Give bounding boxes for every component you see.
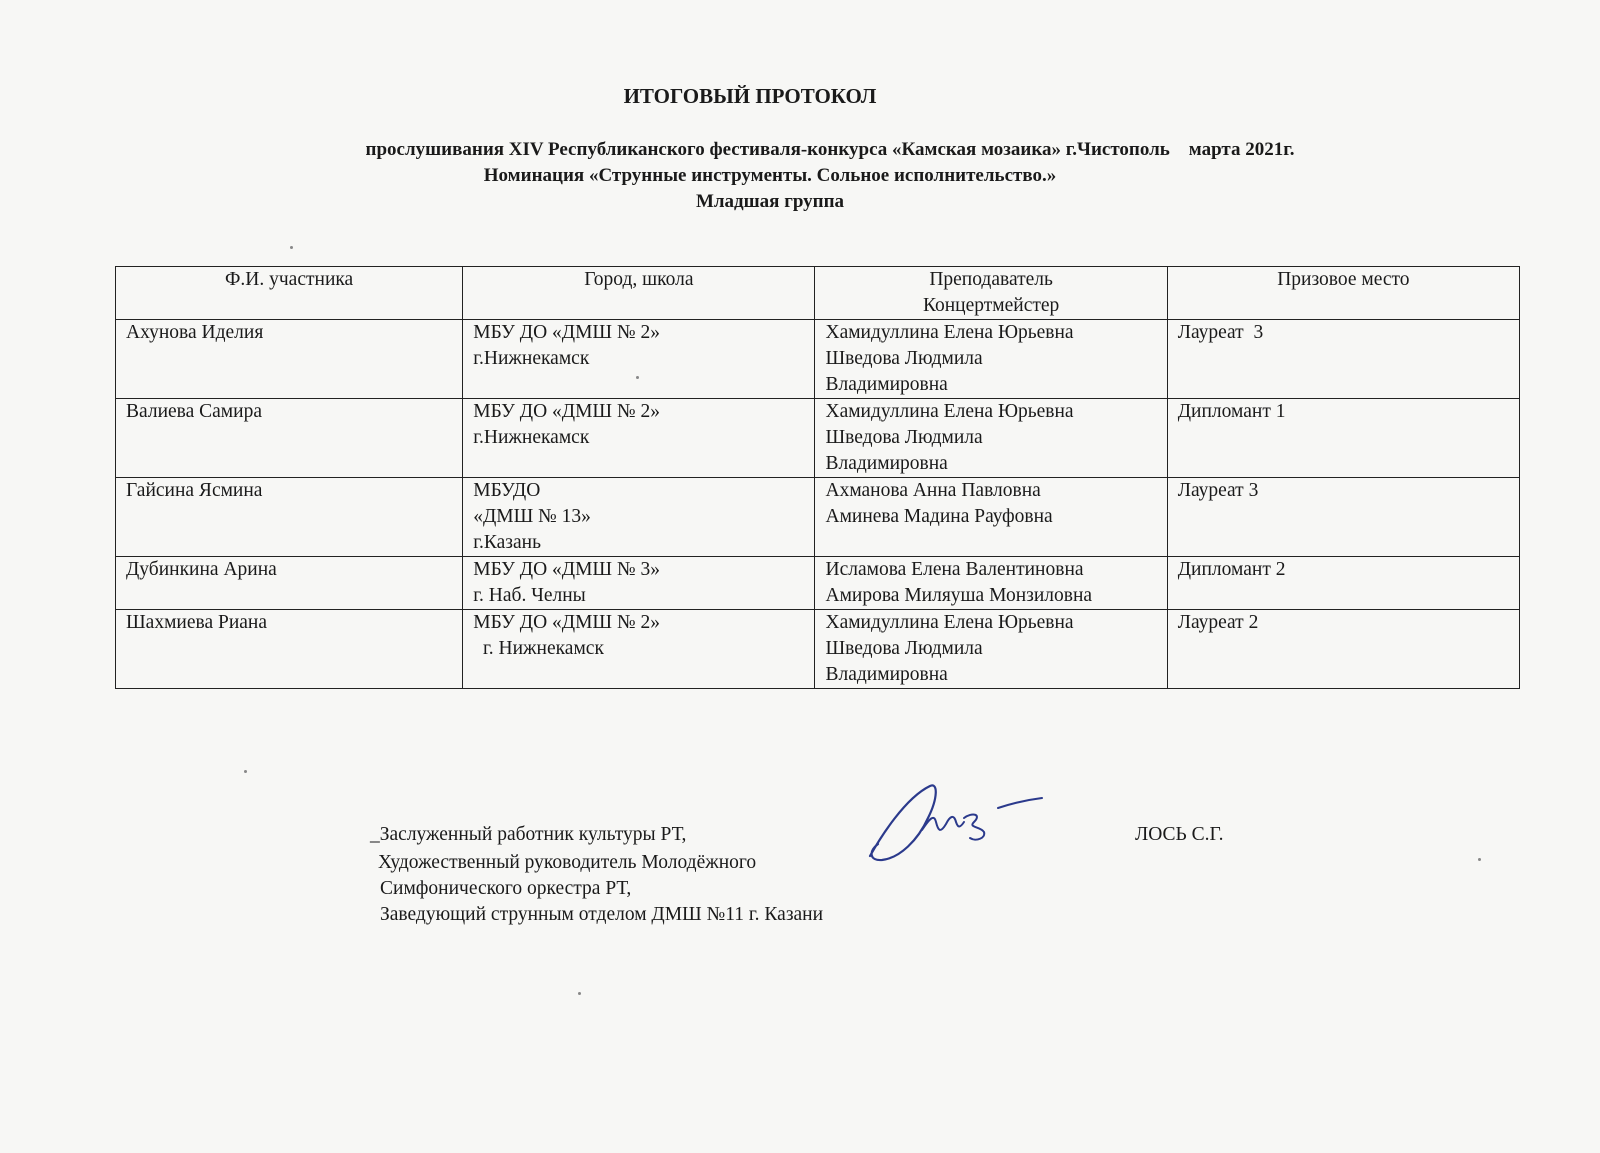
participant-place: Дипломант 2 [1167, 557, 1519, 610]
signer-name: ЛОСЬ С.Г. [1135, 824, 1224, 845]
signer-title-line2: Художественный руководитель Молодёжного [378, 852, 757, 873]
signer-title-line1: _Заслуженный работник культуры РТ, [370, 824, 687, 845]
participant-place: Лауреат 3 [1167, 320, 1519, 399]
teacher-line: Хамидуллина Елена Юрьевна [825, 401, 1074, 422]
participant-teachers [815, 478, 1167, 557]
document-subtitle-competition: прослушивания XIV Республиканского фестиваля-конкурса «Камская мозаика» г.Чистополь марта 2021г. [365, 139, 1295, 160]
participant-school [463, 557, 815, 610]
teacher-line: Хамидуллина Елена Юрьевна [825, 322, 1074, 343]
teacher-line: Исламова Елена Валентиновна [825, 559, 1084, 580]
school-line: г.Казань [473, 532, 541, 553]
teacher-line: Ахманова Анна Павловна [825, 480, 1041, 501]
participant-school [463, 478, 815, 557]
header-city-school: Город, школа [463, 267, 815, 320]
header-name: Ф.И. участника [116, 267, 463, 320]
teacher-line: Шведова Людмила [825, 638, 983, 659]
school-line: «ДМШ № 13» [473, 506, 591, 527]
participant-teachers [815, 320, 1167, 399]
school-line: МБУДО [473, 480, 541, 501]
participant-place: Дипломант 1 [1167, 399, 1519, 478]
participant-name: Шахмиева Риана [116, 610, 463, 689]
participant-name: Гайсина Ясмина [116, 478, 463, 557]
participant-name: Ахунова Иделия [116, 320, 463, 399]
school-line: МБУ ДО «ДМШ № 3» [473, 559, 660, 580]
teacher-line: Шведова Людмила [825, 427, 983, 448]
participant-place: Лауреат 2 [1167, 610, 1519, 689]
participant-teachers [815, 610, 1167, 689]
school-line: г. Нижнекамск [473, 638, 604, 659]
participant-school [463, 399, 815, 478]
participant-name: Валиева Самира [116, 399, 463, 478]
document-subtitle-group: Младшая группа [695, 191, 845, 212]
handwritten-signature [860, 778, 1060, 868]
teacher-line: Владимировна [825, 453, 948, 474]
signer-title-line3: Симфонического оркестра РТ, [380, 878, 632, 899]
document-subtitle-nomination: Номинация «Струнные инструменты. Сольное исполнительство.» [483, 165, 1057, 186]
header-place: Призовое место [1167, 267, 1519, 320]
paper-speck [636, 376, 639, 379]
table-row [116, 320, 1520, 399]
school-line: МБУ ДО «ДМШ № 2» [473, 612, 660, 633]
participant-teachers [815, 557, 1167, 610]
signer-title-line4: Заведующий струнным отделом ДМШ №11 г. Казани [380, 904, 824, 925]
table-row [116, 557, 1520, 610]
teacher-line: Владимировна [825, 664, 948, 685]
participant-school [463, 320, 815, 399]
table-header-row [116, 267, 1520, 320]
teacher-line: Хамидуллина Елена Юрьевна [825, 612, 1074, 633]
paper-speck [290, 246, 293, 249]
teacher-line: Аминева Мадина Рауфовна [825, 506, 1053, 527]
teacher-line: Амирова Миляуша Монзиловна [825, 585, 1093, 606]
paper-speck [1478, 858, 1481, 861]
teacher-line: Владимировна [825, 374, 948, 395]
school-line: МБУ ДО «ДМШ № 2» [473, 401, 660, 422]
results-table [115, 266, 1520, 689]
table-row [116, 399, 1520, 478]
school-line: МБУ ДО «ДМШ № 2» [473, 322, 660, 343]
paper-speck [244, 770, 247, 773]
school-line: г. Наб. Челны [473, 585, 586, 606]
header-accompanist-label: Концертмейстер [922, 295, 1060, 316]
participant-teachers [815, 399, 1167, 478]
participant-place: Лауреат 3 [1167, 478, 1519, 557]
document-title: ИТОГОВЫЙ ПРОТОКОЛ [623, 84, 877, 108]
school-line: г.Нижнекамск [473, 348, 590, 369]
header-teacher [815, 267, 1167, 320]
participant-school [463, 610, 815, 689]
table-row [116, 478, 1520, 557]
school-line: г.Нижнекамск [473, 427, 590, 448]
table-row [116, 610, 1520, 689]
paper-speck [578, 992, 581, 995]
header-teacher-label: Преподаватель [929, 269, 1053, 290]
participant-name: Дубинкина Арина [116, 557, 463, 610]
teacher-line: Шведова Людмила [825, 348, 983, 369]
